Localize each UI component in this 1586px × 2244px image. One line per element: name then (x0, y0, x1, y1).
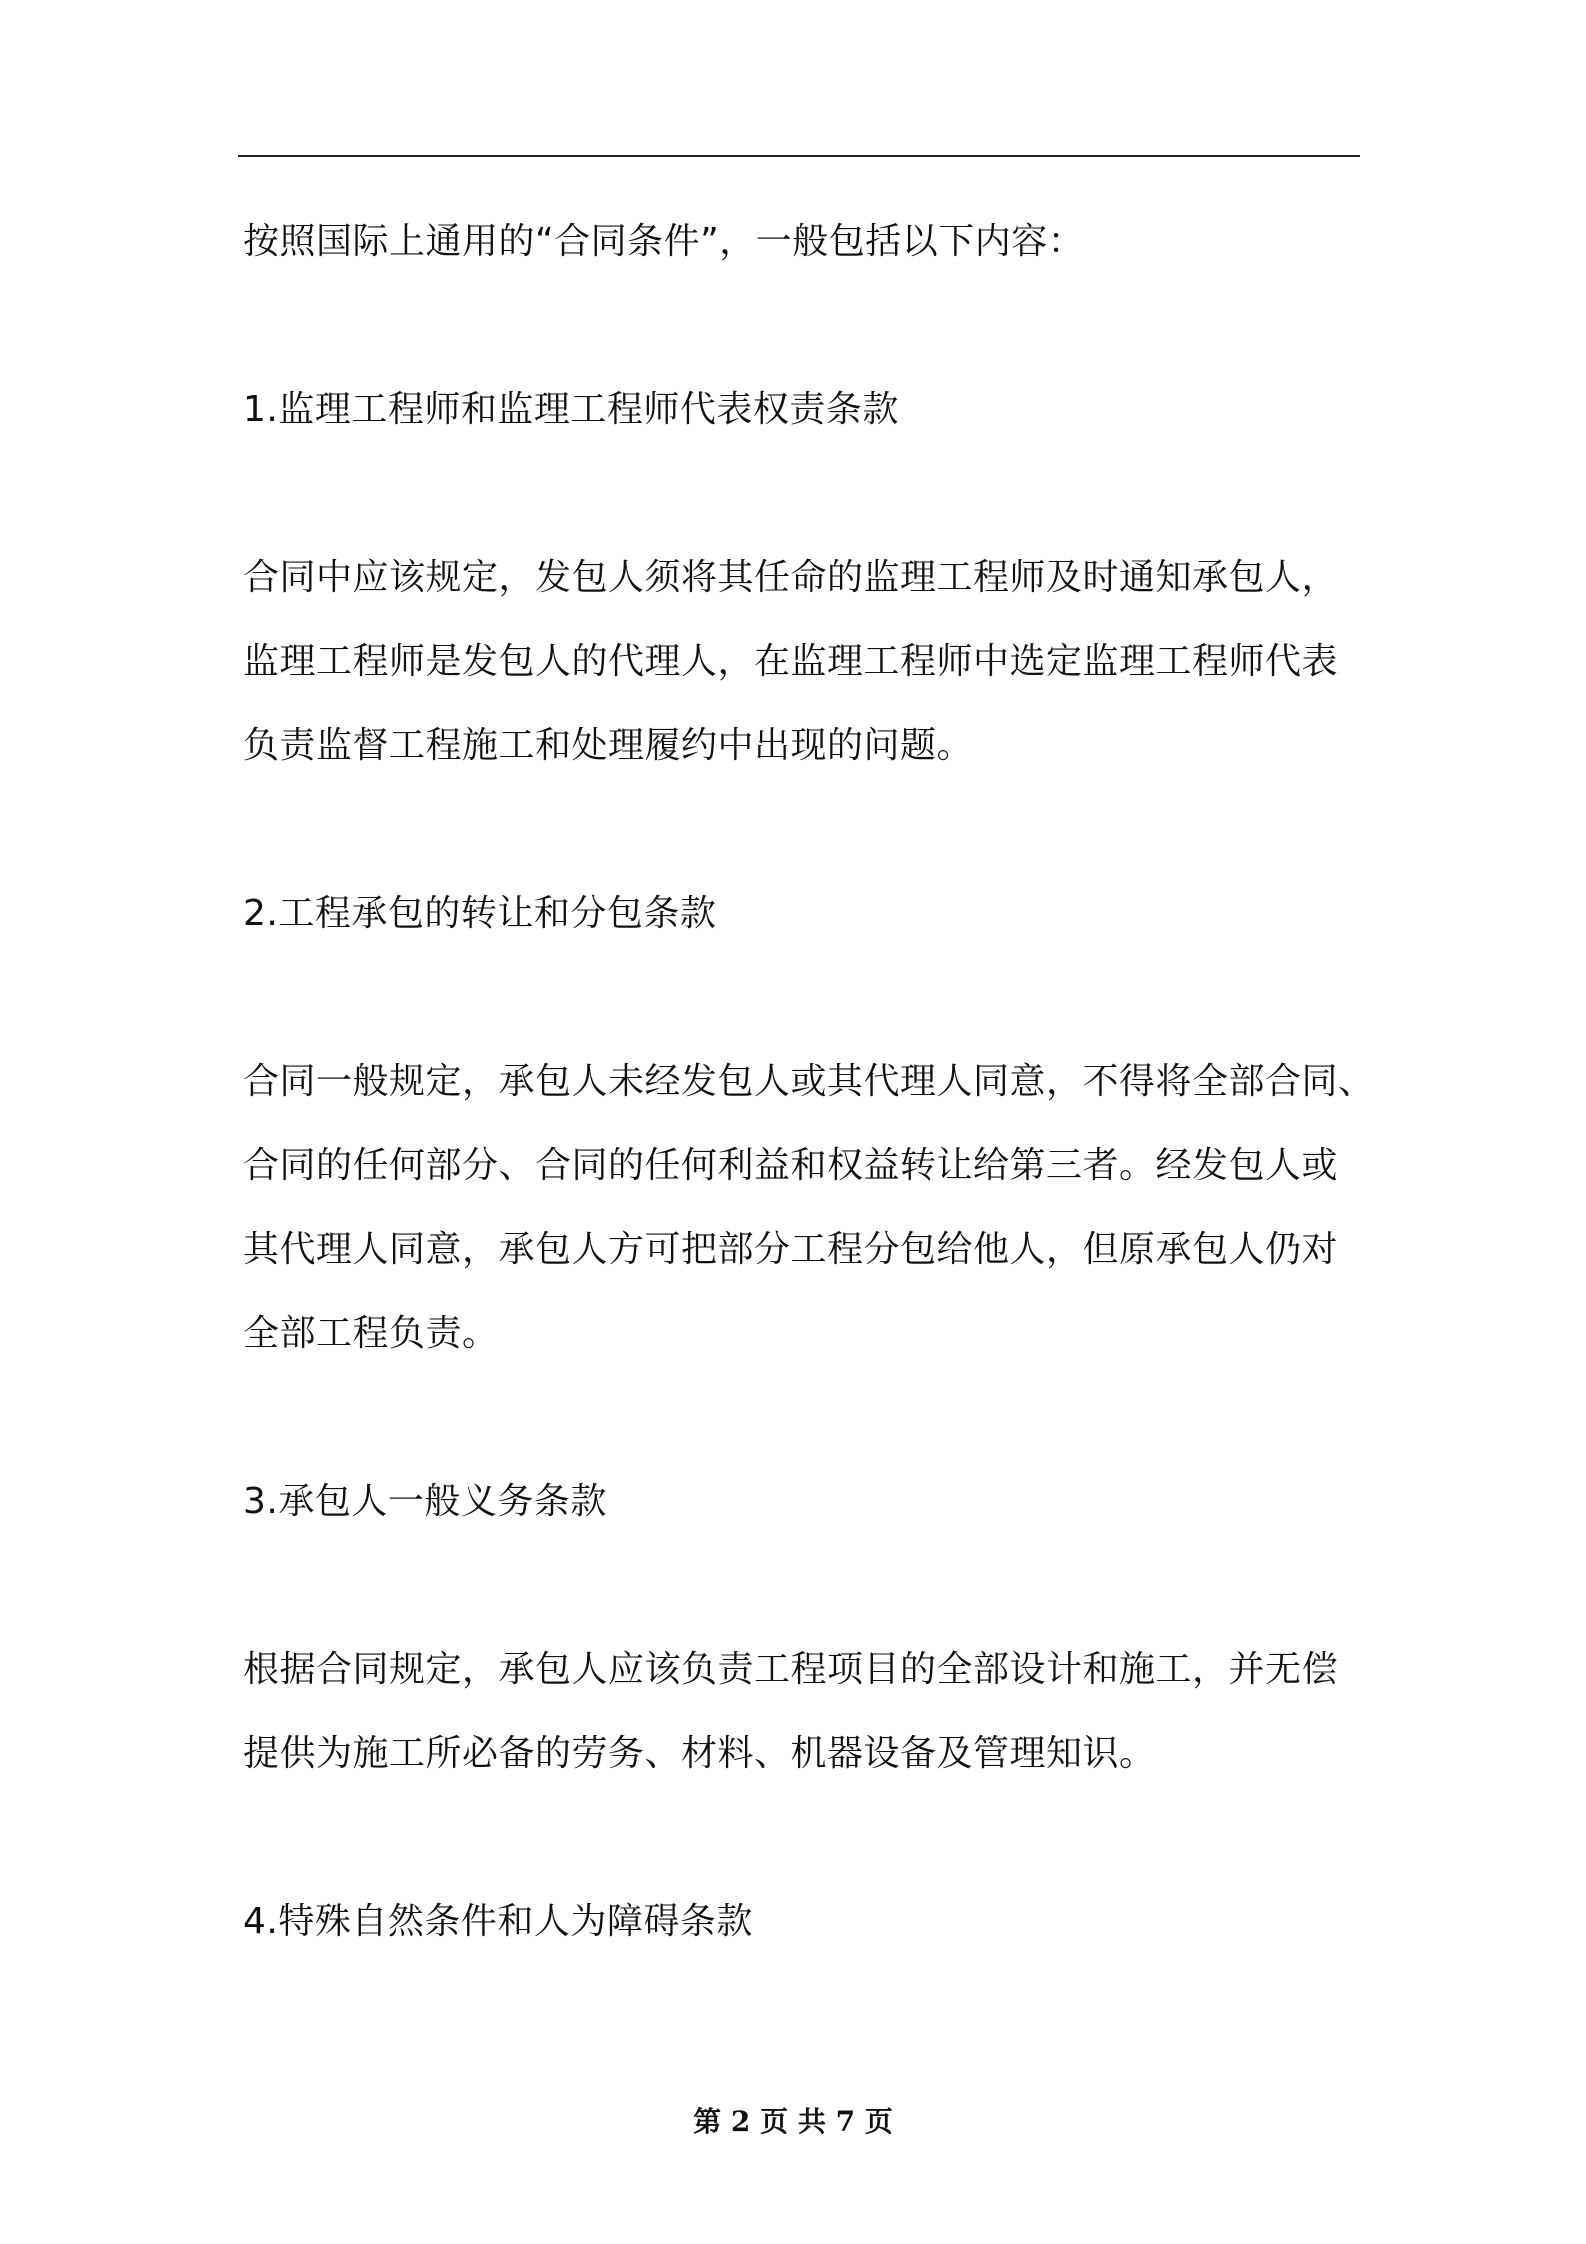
section-paragraph-1 (243, 536, 1360, 788)
paragraph-line: 监理工程师是发包人的代理人，在监理工程师中选定监理工程师代表 (243, 641, 1339, 682)
paragraph-line: 负责监督工程施工和处理履约中出现的问题。 (243, 725, 974, 766)
paragraph-line: 提供为施工所必备的劳务、材料、机器设备及管理知识。 (243, 1733, 1156, 1774)
section-paragraph-3 (243, 1628, 1360, 1796)
section-heading-2: 2.工程承包的转让和分包条款 (243, 893, 717, 934)
section-heading-1: 1.监理工程师和监理工程师代表权责条款 (243, 389, 899, 430)
paragraph-line: 合同中应该规定，发包人须将其任命的监理工程师及时通知承包人， (243, 557, 1339, 598)
page-number: 第 2 页 共 7 页 (693, 2105, 893, 2138)
paragraph-line: 合同一般规定，承包人未经发包人或其代理人同意，不得将全部合同、 (243, 1061, 1375, 1102)
header-rule (238, 155, 1360, 157)
paragraph-line: 根据合同规定，承包人应该负责工程项目的全部设计和施工，并无偿 (243, 1649, 1339, 1690)
section-heading-3: 3.承包人一般义务条款 (243, 1481, 607, 1522)
paragraph-line: 合同的任何部分、合同的任何利益和权益转让给第三者。经发包人或 (243, 1145, 1339, 1186)
section-heading-4: 4.特殊自然条件和人为障碍条款 (243, 1901, 753, 1942)
section-paragraph-2 (243, 1040, 1375, 1376)
paragraph-line: 其代理人同意，承包人方可把部分工程分包给他人，但原承包人仍对 (243, 1229, 1339, 1270)
intro-line: 按照国际上通用的“合同条件”，一般包括以下内容： (243, 221, 1085, 262)
paragraph-line: 全部工程负责。 (243, 1313, 499, 1354)
document-body (243, 200, 1375, 1964)
